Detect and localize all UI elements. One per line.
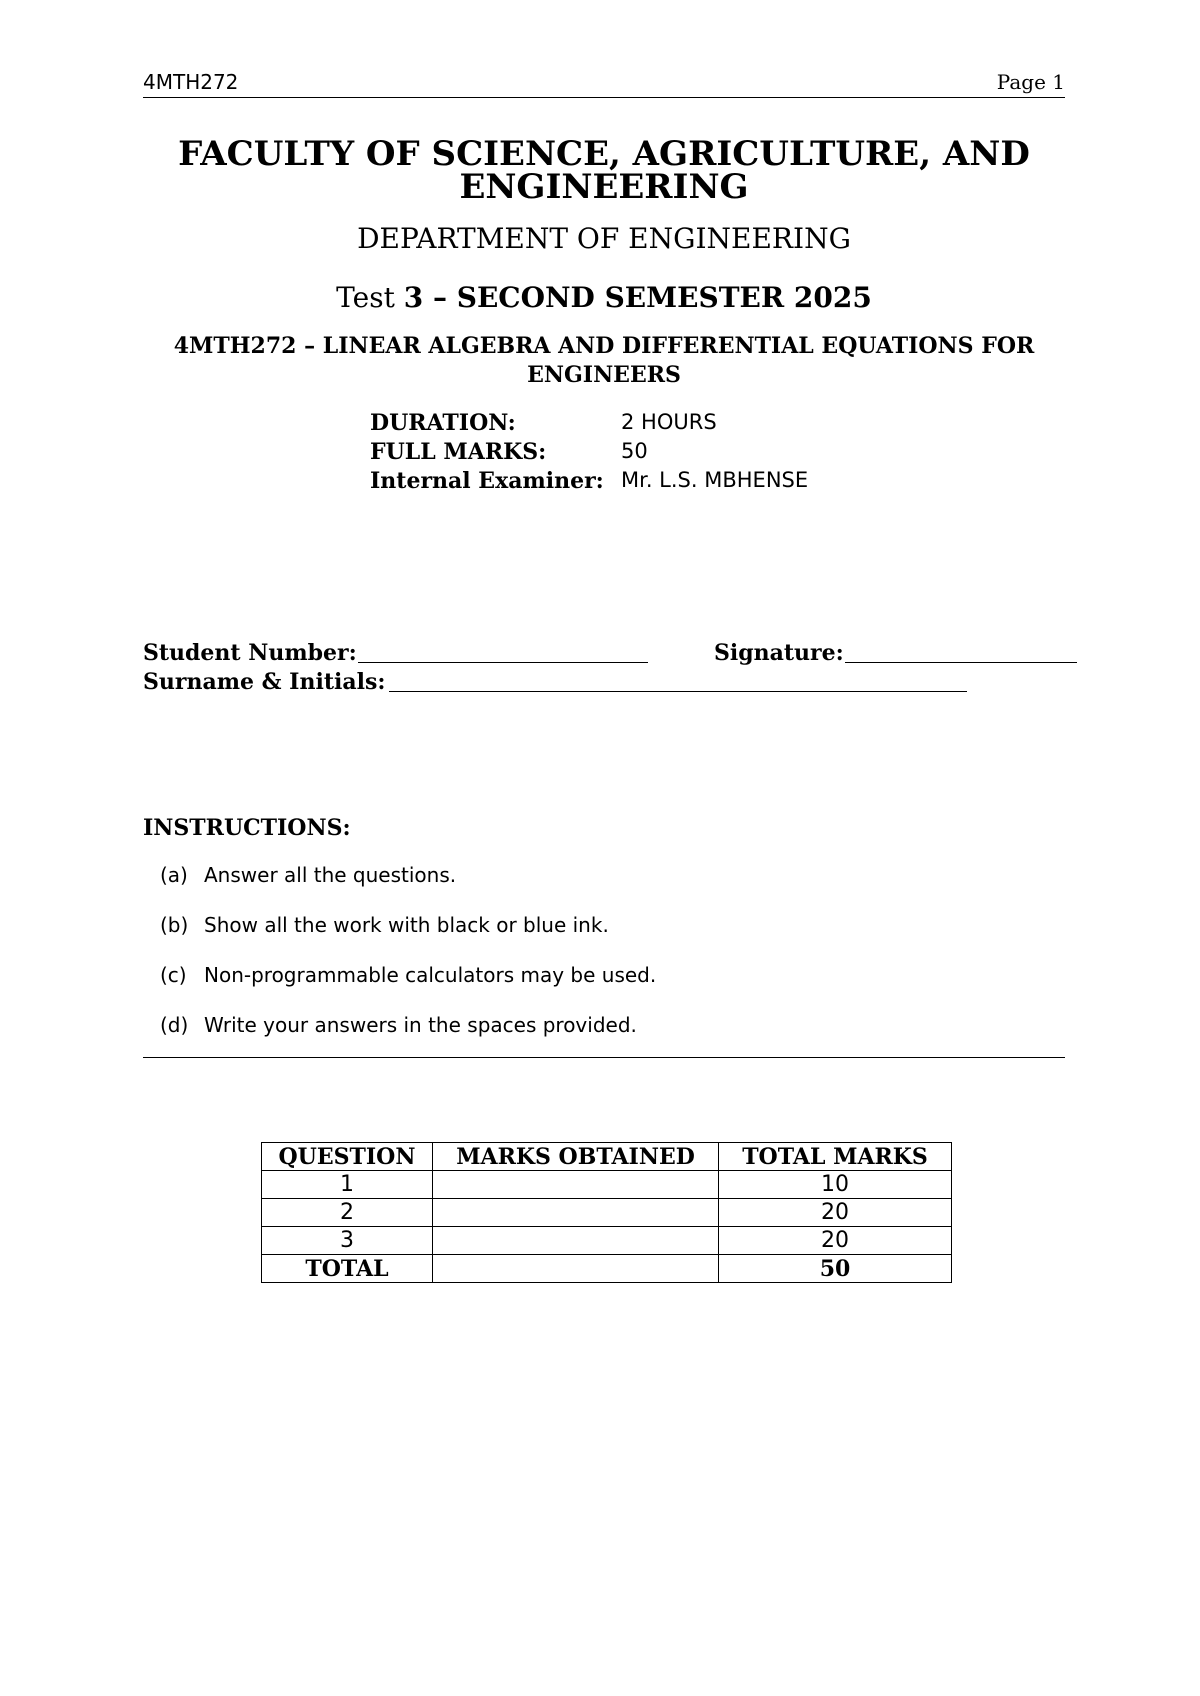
header-total-marks: TOTAL MARKS [719, 1143, 952, 1171]
instruction-text: Write your answers in the spaces provided. [204, 1013, 637, 1037]
surname-initials-field[interactable] [389, 691, 967, 692]
table-row [262, 1171, 952, 1199]
instruction-text: Show all the work with black or blue ink. [204, 913, 609, 937]
question-cell: 2 [262, 1199, 433, 1227]
marks-obtained-cell[interactable] [433, 1227, 719, 1255]
full-marks-value: 50 [621, 439, 648, 463]
instructions-title: INSTRUCTIONS: [143, 815, 351, 841]
total-marks-cell: 10 [719, 1171, 952, 1199]
instruction-item [160, 1013, 637, 1037]
table-header-row [262, 1143, 952, 1171]
test-title-rest: 3 – SECOND SEMESTER 2025 [403, 281, 872, 314]
duration-value: 2 HOURS [621, 410, 717, 434]
total-marks-cell: 20 [719, 1199, 952, 1227]
marks-obtained-cell[interactable] [433, 1199, 719, 1227]
department-title: DEPARTMENT OF ENGINEERING [357, 222, 851, 255]
duration-label: DURATION: [370, 410, 516, 436]
instruction-item [160, 863, 456, 887]
instruction-text: Non-programmable calculators may be used. [204, 963, 657, 987]
table-row [262, 1227, 952, 1255]
marks-table [261, 1142, 952, 1283]
surname-initials-label: Surname & Initials: [143, 669, 386, 695]
signature-label: Signature: [714, 640, 844, 666]
examiner-label: Internal Examiner: [370, 468, 604, 494]
instruction-label: (b) [160, 913, 189, 937]
instruction-text: Answer all the questions. [204, 863, 457, 887]
instruction-item [160, 913, 609, 937]
header-course-code: 4MTH272 [143, 70, 239, 94]
header-marks-obtained: MARKS OBTAINED [433, 1143, 719, 1171]
grand-total-cell: 50 [719, 1255, 952, 1283]
course-title: 4MTH272 – LINEAR ALGEBRA AND DIFFERENTIAL EQUATIONS FOR ENGINEERS [173, 333, 1035, 388]
test-title [143, 281, 1065, 314]
table-total-row [262, 1255, 952, 1283]
running-header [143, 68, 1065, 98]
marks-obtained-cell[interactable] [433, 1171, 719, 1199]
full-marks-label: FULL MARKS: [370, 439, 547, 465]
header-page-number: Page 1 [996, 70, 1065, 94]
instructions-rule [143, 1057, 1065, 1058]
marks-obtained-total-cell[interactable] [433, 1255, 719, 1283]
total-label-cell: TOTAL [262, 1255, 433, 1283]
instruction-label: (d) [160, 1013, 189, 1037]
header-rule [143, 97, 1065, 98]
student-number-label: Student Number: [143, 640, 357, 666]
question-cell: 1 [262, 1171, 433, 1199]
student-number-field[interactable] [358, 662, 648, 663]
examiner-value: Mr. L.S. MBHENSE [621, 468, 809, 492]
test-title-word: Test [336, 281, 395, 314]
signature-field[interactable] [845, 662, 1077, 663]
total-marks-cell: 20 [719, 1227, 952, 1255]
instruction-label: (c) [160, 963, 187, 987]
instruction-label: (a) [160, 863, 188, 887]
question-cell: 3 [262, 1227, 433, 1255]
instruction-item [160, 963, 656, 987]
table-row [262, 1199, 952, 1227]
header-question: QUESTION [262, 1143, 433, 1171]
faculty-title: FACULTY OF SCIENCE, AGRICULTURE, AND ENGINEERING [178, 134, 1030, 207]
